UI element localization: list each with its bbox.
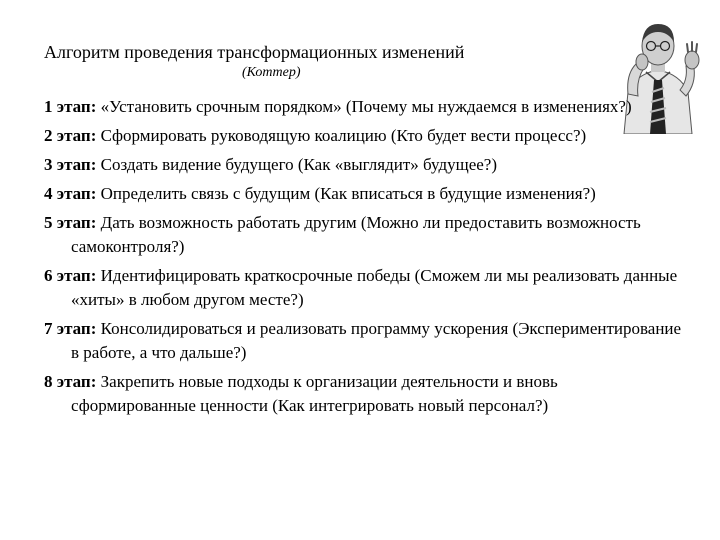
- step-label: 6 этап:: [44, 266, 97, 285]
- step-text: Определить связь с будущим (Как вписаться в будущие изменения?): [100, 184, 596, 203]
- step-text: Идентифицировать краткосрочные победы (Сможем ли мы реализовать данные «хиты» в любом другом месте?): [71, 266, 678, 309]
- step-label: 5 этап:: [44, 213, 97, 232]
- step-text: Закрепить новые подходы к организации деятельности и вновь сформированные ценности (Как интегрировать новый персонал?): [71, 372, 558, 415]
- step-text: Создать видение будущего (Как «выглядит» будущее?): [100, 155, 497, 174]
- step-item: [44, 153, 684, 177]
- step-label: 3 этап:: [44, 155, 97, 174]
- steps-list: [44, 95, 684, 423]
- step-text: Сформировать руководящую коалицию (Кто будет вести процесс?): [100, 126, 587, 145]
- step-item: [44, 211, 684, 259]
- step-item: [44, 370, 684, 418]
- step-item: [44, 95, 684, 119]
- step-label: 4 этап:: [44, 184, 97, 203]
- step-item: [44, 264, 684, 312]
- slide-title: Алгоритм проведения трансформационных изменений: [44, 42, 465, 62]
- step-label: 2 этап:: [44, 126, 97, 145]
- step-text: Консолидироваться и реализовать программу ускорения (Экспериментирование в работе, а что дальше?): [71, 319, 682, 362]
- step-item: [44, 124, 684, 148]
- step-text: Дать возможность работать другим (Можно ли предоставить возможность самоконтроля?): [71, 213, 641, 256]
- step-text: «Установить срочным порядком» (Почему мы нуждаемся в изменениях?): [100, 97, 632, 116]
- step-label: 7 этап:: [44, 319, 97, 338]
- step-item: [44, 317, 684, 365]
- step-label: 1 этап:: [44, 97, 97, 116]
- slide-subtitle: (Коттер): [242, 65, 301, 80]
- step-label: 8 этап:: [44, 372, 97, 391]
- step-item: [44, 182, 684, 206]
